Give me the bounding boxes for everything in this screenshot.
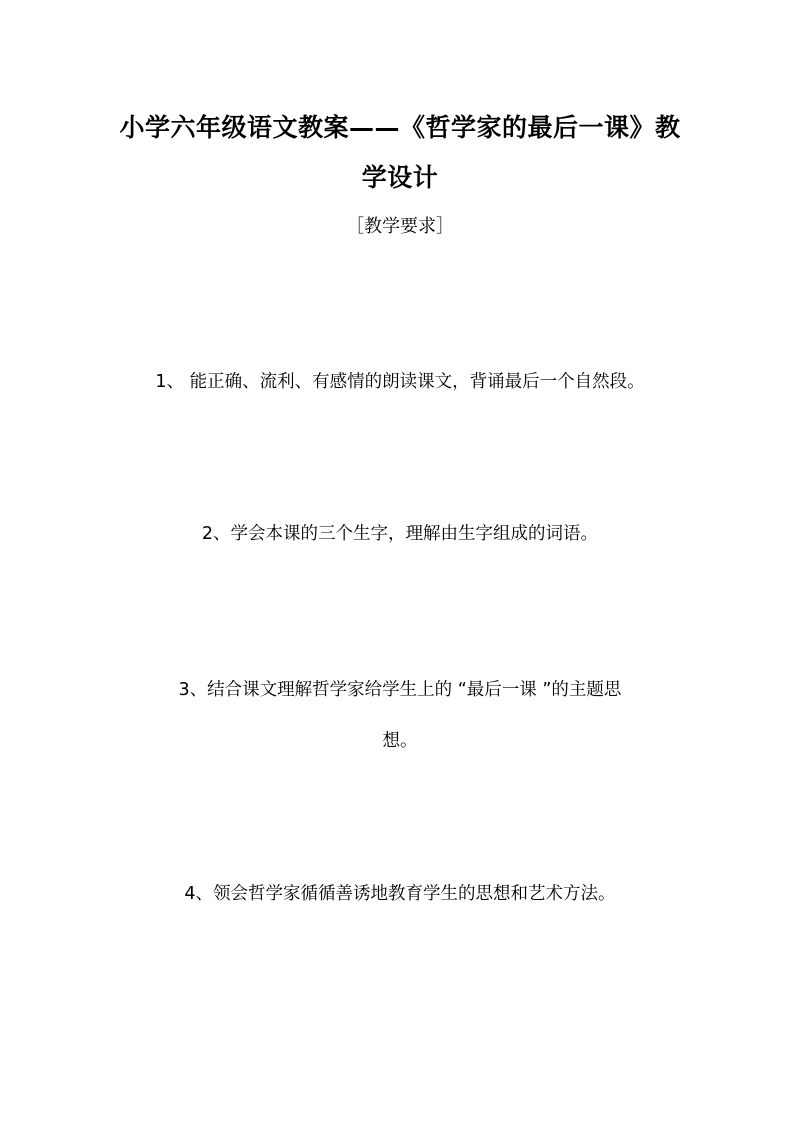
requirement-3-line-1: 3、结合课文理解哲学家给学生上的 “最后一课 ”的主题思 — [178, 680, 622, 700]
requirement-4: 4、领会哲学家循循善诱地教育学生的思想和艺术方法。 — [184, 884, 616, 904]
requirement-2: 2、学会本课的三个生字，理解由生字组成的词语。 — [201, 524, 599, 544]
requirement-3-line-2: 想。 — [382, 731, 418, 751]
teaching-requirements-heading: ［教学要求］ — [346, 216, 454, 237]
document-title-line-1: 小学六年级语文教案——《哲学家的最后一课》教 — [119, 113, 681, 142]
document-title-line-2: 学设计 — [361, 163, 439, 192]
requirement-1: 1、 能正确、流利、有感情的朗读课文，背诵最后一个自然段。 — [155, 372, 645, 392]
